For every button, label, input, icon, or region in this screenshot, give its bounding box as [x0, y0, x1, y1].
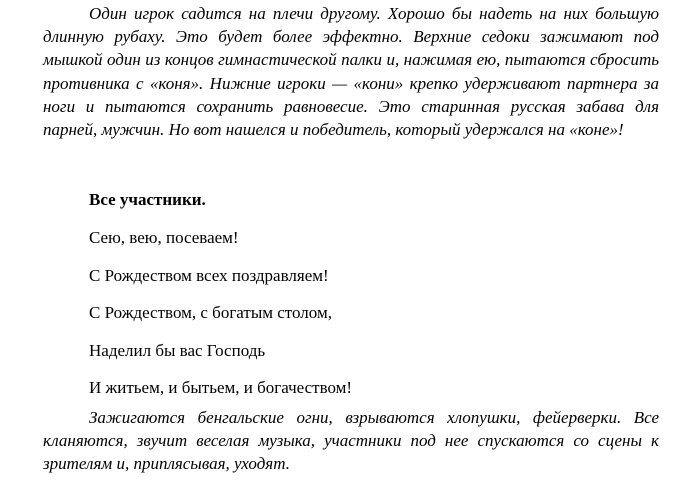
verse-line: Сею, вею, посеваем!	[89, 228, 239, 247]
speaker-label: Все участники.	[89, 190, 206, 209]
stage-direction-paragraph: Зажигаются бенгальские огни, взрываются хлопушки, фейерверки. Все кланяются, звучит веселая музыка, участники под нее спускаются со сцены к зрителям и, приплясывая, уходят.	[43, 408, 659, 474]
verse-line: И житьем, и бытьем, и богачеством!	[89, 378, 353, 397]
stage-direction-paragraph: Один игрок садится на плечи другому. Хорошо бы надеть на них большую длинную рубаху. Это будет более эффектно. Верхние седоки зажимают под мышкой один из концов гимнастической палки и, нажимая ею, пытаются сбросить противника с «коня». Нижние игроки — «кони» крепко удерживают партнера за ноги и пытаются сохранить равновесие. Это старинная русская забава для парней, мужчин. Но вот нашелся и победитель, который удержался на «коне»!	[43, 4, 659, 140]
verse-line: С Рождеством всех поздравляем!	[89, 266, 329, 285]
verse-line: Наделил бы вас Господь	[89, 341, 266, 360]
verse-line: С Рождеством, с богатым столом,	[89, 303, 332, 322]
